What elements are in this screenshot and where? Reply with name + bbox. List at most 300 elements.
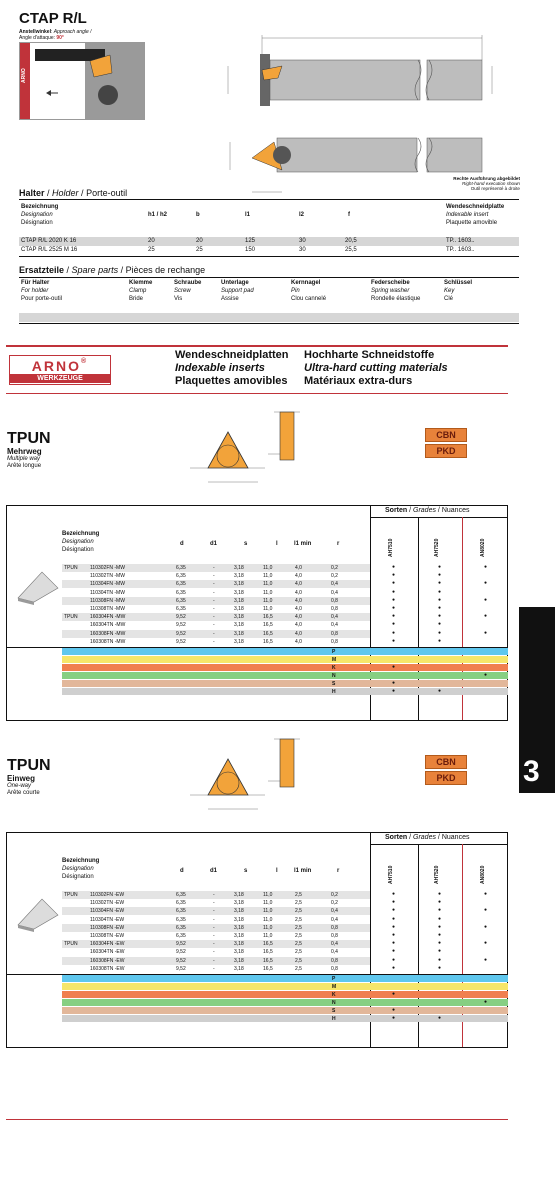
row-l: 11,0 [263,606,273,612]
material-band-P [62,975,508,982]
grade-dot: ● [438,596,442,603]
insert-photo-icon [14,568,64,608]
holder-col-l1: l1 [245,212,251,218]
row-d: 6,35 [176,900,186,907]
grade-dot: ● [392,580,396,587]
grade-dot: ● [438,923,442,930]
grade-dot: ● [392,891,396,897]
row-l: 16,5 [263,622,273,629]
row-d: 9,52 [176,957,186,964]
spare-header-fr: Clou cannelé [291,296,327,302]
row-s: 3,18 [234,949,244,956]
grade-dot: ● [484,629,488,636]
cbn-badge: CBN [425,755,467,769]
grade-dot: ● [484,956,488,963]
row-d: 6,35 [176,573,186,580]
row-d: 9,52 [176,965,186,972]
angle-label-en: Approach angle / [53,29,92,35]
material-code: N [332,673,336,679]
material-band-K [62,991,508,998]
row-l: 11,0 [263,581,273,588]
grade-dot: ● [392,956,396,963]
grade-dot: ● [438,588,442,595]
material-band-H [62,1015,508,1022]
row-l: 11,0 [263,565,273,571]
table-top-rule [6,505,508,506]
row-s: 3,18 [234,965,244,972]
row-r: 0,8 [331,630,338,637]
row-l1: 2,5 [295,908,302,915]
grade-dot: ● [438,940,442,947]
row-group: TPUN [64,614,78,621]
row-s: 3,18 [234,597,244,604]
arno-logo-sub: WERKZEUGE [10,374,110,383]
row-l: 16,5 [263,957,273,964]
holder-title-de: Halter [19,188,45,198]
row-l: 11,0 [263,589,273,596]
material-dot: ● [392,664,396,670]
row-d: 6,35 [176,892,186,898]
grade-dot: ● [438,621,442,628]
holder-cell-l1: 150 [245,247,256,253]
holder-title-en: Holder [52,188,79,198]
material-code: S [332,681,336,687]
spare-header-de: Federscheibe [371,280,410,286]
col-designation-fr: Désignation [62,874,94,880]
spare-header-fr: Pour porte-outil [21,296,63,302]
workpiece-sketch-icon [30,43,144,119]
row-d: 9,52 [176,614,186,621]
section-sub-de: Einweg [7,774,36,783]
row-l1: 4,0 [295,565,302,571]
grade-dot: ● [392,588,396,595]
holder-bottom-rule [19,256,519,257]
row-s: 3,18 [234,606,244,612]
pkd-badge: PKD [425,444,467,458]
row-s: 3,18 [234,941,244,948]
spare-header-en: Spring washer [371,288,410,294]
chapter-tab-number: 3 [523,755,540,788]
row-d1: - [213,949,215,956]
material-band-M [62,983,508,990]
section-sub-en: Multiple way [7,456,41,462]
row-code: 110302TN -MW [90,573,125,580]
material-band-K [62,664,508,671]
grade-name: AH7520 [434,865,440,884]
table-left-rule [6,505,7,720]
spare-header-en: Screw [174,288,191,294]
col-l1min: l1 min [294,868,312,874]
row-r: 0,8 [331,638,338,645]
approach-angle-label: Anstellwinkel: Approach angle / [19,29,92,35]
arno-logo-text [10,358,110,374]
row-d1: - [213,573,215,580]
grade-dot: ● [438,932,442,938]
row-d1: - [213,892,215,898]
spare-header-fr: Vis [174,296,183,302]
col-designation-de: Bezeichnung [62,531,100,537]
row-code: 160304TN -EW [90,949,125,956]
holder-cell-b: 20 [196,238,203,244]
grade-dot: ● [484,940,488,947]
approach-angle-fr [19,35,64,41]
spare-header-fr: Assise [221,296,239,302]
col-designation-en: Designation [62,539,94,545]
row-d: 6,35 [176,589,186,596]
pkd-badge: PKD [425,771,467,785]
row-l1: 2,5 [295,949,302,956]
row-s: 3,18 [234,957,244,964]
grade-dot: ● [484,613,488,620]
row-r: 0,8 [331,924,338,931]
spare-bottom-rule [19,323,519,324]
grade-dot: ● [438,915,442,922]
holder-cell-h: 20 [148,238,155,244]
row-l1: 2,5 [295,933,302,939]
row-r: 0,8 [331,597,338,604]
row-d1: - [213,597,215,604]
spare-header-de: Für Halter [21,280,50,286]
material-dot: ● [438,1015,442,1021]
insert-geometry-icon [170,737,320,827]
row-d: 6,35 [176,908,186,915]
material-dot: ● [484,672,488,678]
section-sub-de: Mehrweg [7,447,42,456]
col-insert-en: Indexable insert [446,212,489,218]
holder-col-designation [21,203,58,227]
grade-dot: ● [484,564,488,570]
row-d1: - [213,614,215,621]
row-l1: 2,5 [295,916,302,923]
row-s: 3,18 [234,908,244,915]
material-band-S [62,1007,508,1014]
grades-en: Grades [413,834,436,841]
material-dot: ● [392,688,396,694]
spare-rule [19,277,519,278]
row-r: 0,2 [331,892,338,898]
col-d: d [180,868,184,874]
row-l: 11,0 [263,924,273,931]
row-l1: 2,5 [295,941,302,948]
row-d1: - [213,606,215,612]
table-top-rule [6,832,508,833]
material-dot: ● [392,1007,396,1013]
row-d: 9,52 [176,622,186,629]
row-l1: 4,0 [295,589,302,596]
col-designation-fr: Désignation [62,547,94,553]
material-dot: ● [392,680,396,686]
material-dot: ● [392,991,396,997]
row-r: 0,4 [331,581,338,588]
row-code: 110302TN -EW [90,900,125,907]
row-d1: - [213,965,215,972]
section-sub-fr: Arête longue [7,463,42,469]
row-l: 11,0 [263,916,273,923]
row-code: 160308FN -MW [90,630,126,637]
row-d1: - [213,622,215,629]
insert-photo-icon [14,895,64,935]
row-d1: - [213,589,215,596]
col-d1: d1 [210,868,218,874]
spare-header-en: For holder [21,288,49,294]
brand-bottom-rule [6,393,508,394]
angle-value: 90° [56,35,64,41]
material-code: N [332,1000,336,1006]
row-l1: 2,5 [295,965,302,972]
holder-cell-designation: CTAP R/L 2525 M 16 [21,247,78,253]
arno-logo-reg: ® [81,358,89,365]
row-d1: - [213,630,215,637]
row-r: 0,4 [331,589,338,596]
col-designation-en: Designation [62,866,94,872]
col-designation-de: Bezeichnung [21,204,59,210]
row-d: 6,35 [176,606,186,612]
row-l: 11,0 [263,900,273,907]
right-note-de: Rechte Ausführung abgebildet [453,176,520,181]
table-bottom-rule [6,720,508,721]
row-d: 9,52 [176,941,186,948]
row-l: 16,5 [263,614,273,621]
row-l1: 4,0 [295,614,302,621]
material-code: H [332,689,336,695]
grade-dot: ● [484,907,488,914]
row-l: 11,0 [263,908,273,915]
row-group: TPUN [64,892,78,898]
row-l1: 2,5 [295,892,302,898]
holder-col-insert [446,203,504,227]
grades-header: Sorten / Grades / Nuances [385,834,470,841]
holder-drawing-icon [222,30,522,200]
spare-header-en: Key [444,288,455,294]
brand-heading-2 [304,349,448,388]
row-l: 16,5 [263,638,273,645]
row-l: 16,5 [263,949,273,956]
col-designation-de: Bezeichnung [62,858,100,864]
row-d: 6,35 [176,581,186,588]
row-l: 16,5 [263,965,273,972]
grade-dot: ● [392,629,396,636]
spare-header-de: Klemme [129,280,153,286]
material-band-S [62,680,508,687]
row-l: 11,0 [263,597,273,604]
row-l1: 4,0 [295,581,302,588]
spare-columns [19,280,519,314]
holder-title-fr: Porte-outil [86,188,128,198]
row-s: 3,18 [234,581,244,588]
grades-en: Grades [413,507,436,514]
row-l1: 2,5 [295,957,302,964]
grade-dot: ● [438,891,442,897]
brand-h2-de: Hochharte Schneidstoffe [304,349,435,361]
col-r: r [337,868,340,874]
col-l1min: l1 min [294,541,312,547]
row-d1: - [213,957,215,964]
row-code: 160304TN -MW [90,622,126,629]
row-d: 9,52 [176,638,186,645]
spare-header-fr: Bride [129,296,144,302]
holder-cell-insert: TP.. 1603.. [446,247,475,253]
page-title: CTAP R/L [19,10,87,27]
brand-h2-fr: Matériaux extra-durs [304,375,413,387]
holder-cell-h: 25 [148,247,155,253]
row-l: 11,0 [263,933,273,939]
holder-cell-f: 20,5 [345,238,357,244]
grade-name: AH7510 [388,865,394,884]
grade-dot: ● [484,923,488,930]
row-code: 110304FN -EW [90,908,125,915]
right-hand-note [446,176,520,191]
row-code: 110308TN -EW [90,933,125,939]
brand-top-rule [6,345,508,347]
material-code: P [332,976,336,982]
row-r: 0,2 [331,573,338,580]
row-r: 0,8 [331,933,338,939]
row-code: 110302FN -EW [90,892,125,898]
grade-dot: ● [438,899,442,906]
right-note-fr: Outil représenté à droite [470,186,520,191]
row-d: 6,35 [176,565,186,571]
grade-dot: ● [438,580,442,587]
row-d1: - [213,933,215,939]
row-d1: - [213,565,215,571]
brand-h1-en: Indexable inserts [175,362,265,374]
row-l1: 4,0 [295,630,302,637]
section-title: TPUN [7,430,51,447]
spare-row-shade [19,313,519,322]
material-dot: ● [438,688,442,694]
row-l: 16,5 [263,630,273,637]
row-r: 0,4 [331,941,338,948]
row-code: 160308TN -EW [90,965,125,972]
row-l1: 2,5 [295,900,302,907]
grade-name: AN8020 [480,538,486,557]
holder-col-l2: l2 [299,212,305,218]
material-band-H [62,688,508,695]
spare-title-de: Ersatzteile [19,265,65,275]
row-d1: - [213,924,215,931]
row-d: 6,35 [176,597,186,604]
material-dot: ● [392,1015,396,1021]
material-dot: ● [484,999,488,1005]
holder-cell-l2: 30 [299,247,306,253]
row-s: 3,18 [234,589,244,596]
row-l1: 4,0 [295,622,302,629]
grade-dot: ● [484,596,488,603]
spare-header-de: Schraube [174,280,202,286]
holder-col-b: b [196,212,200,218]
angle-label-fr: Angle d'attaque: [19,35,55,41]
row-d1: - [213,916,215,923]
section-sub-en: One-way [7,783,32,789]
holder-col-f: f [348,212,350,218]
grade-dot: ● [392,932,396,938]
grade-dot: ● [392,915,396,922]
row-d1: - [213,941,215,948]
holder-col-h: h1 / h2 [148,212,168,218]
grade-dot: ● [392,964,396,971]
grades-rule [370,844,507,845]
material-code: M [332,984,337,990]
row-code: 160308TN -MW [90,638,126,645]
grade-dot: ● [438,956,442,963]
table-left-rule [6,832,7,1047]
material-band-P [62,648,508,655]
insert-geometry-icon [170,410,320,500]
row-d1: - [213,900,215,907]
grade-dot: ● [438,564,442,570]
section-sub-fr: Arête courte [7,790,40,796]
row-s: 3,18 [234,900,244,907]
row-l1: 2,5 [295,924,302,931]
material-code: H [332,1016,336,1022]
row-r: 0,8 [331,965,338,972]
row-s: 3,18 [234,614,244,621]
arno-logo [9,355,111,385]
grades-rule [370,517,507,518]
spare-header-de: Kernnagel [291,280,321,286]
row-group: TPUN [64,941,78,948]
spare-header-fr: Clé [444,296,454,302]
material-band-N [62,999,508,1006]
grade-dot: ● [438,572,442,579]
right-note-en: Right-hand execution shown [462,181,520,186]
row-code: 160304FN -MW [90,614,126,621]
row-code: 110308FN -EW [90,924,125,931]
row-s: 3,18 [234,630,244,637]
holder-cell-designation: CTAP R/L 2020 K 16 [21,238,77,244]
grade-dot: ● [438,907,442,914]
row-d1: - [213,908,215,915]
cbn-badge: CBN [425,428,467,442]
row-code: 110308FN -MW [90,597,125,604]
angle-label-de: Anstellwinkel [19,29,51,35]
material-code: K [332,992,336,998]
grades-fr: Nuances [441,834,470,841]
grade-dot: ● [392,940,396,947]
col-l: l [276,868,278,874]
row-r: 0,4 [331,614,338,621]
spare-header-de: Unterlage [221,280,249,286]
side-brand-label: ARNO [21,68,27,83]
row-d: 6,35 [176,924,186,931]
row-l: 11,0 [263,892,273,898]
grade-dot: ● [392,613,396,620]
brand-h1-fr: Plaquettes amovibles [175,375,288,387]
row-l1: 4,0 [295,606,302,612]
row-code: 110304TN -MW [90,589,125,596]
row-s: 3,18 [234,573,244,580]
row-r: 0,4 [331,908,338,915]
row-s: 3,18 [234,924,244,931]
row-r: 0,2 [331,900,338,907]
row-s: 3,18 [234,892,244,898]
row-code: 160304FN -EW [90,941,125,948]
row-l: 11,0 [263,573,273,580]
spare-header-fr: Rondelle élastique [371,296,421,302]
grade-name: AN8020 [480,865,486,884]
grade-name: AH7510 [388,538,394,557]
footer-rule [6,1119,508,1120]
row-d: 9,52 [176,630,186,637]
holder-row-shade [19,237,519,246]
row-d1: - [213,581,215,588]
brand-h2-en: Ultra-hard cutting materials [304,362,448,374]
grade-name: AH7520 [434,538,440,557]
row-d: 6,35 [176,933,186,939]
col-l: l [276,541,278,547]
col-r: r [337,541,340,547]
spare-title-fr: Pièces de rechange [125,265,206,275]
